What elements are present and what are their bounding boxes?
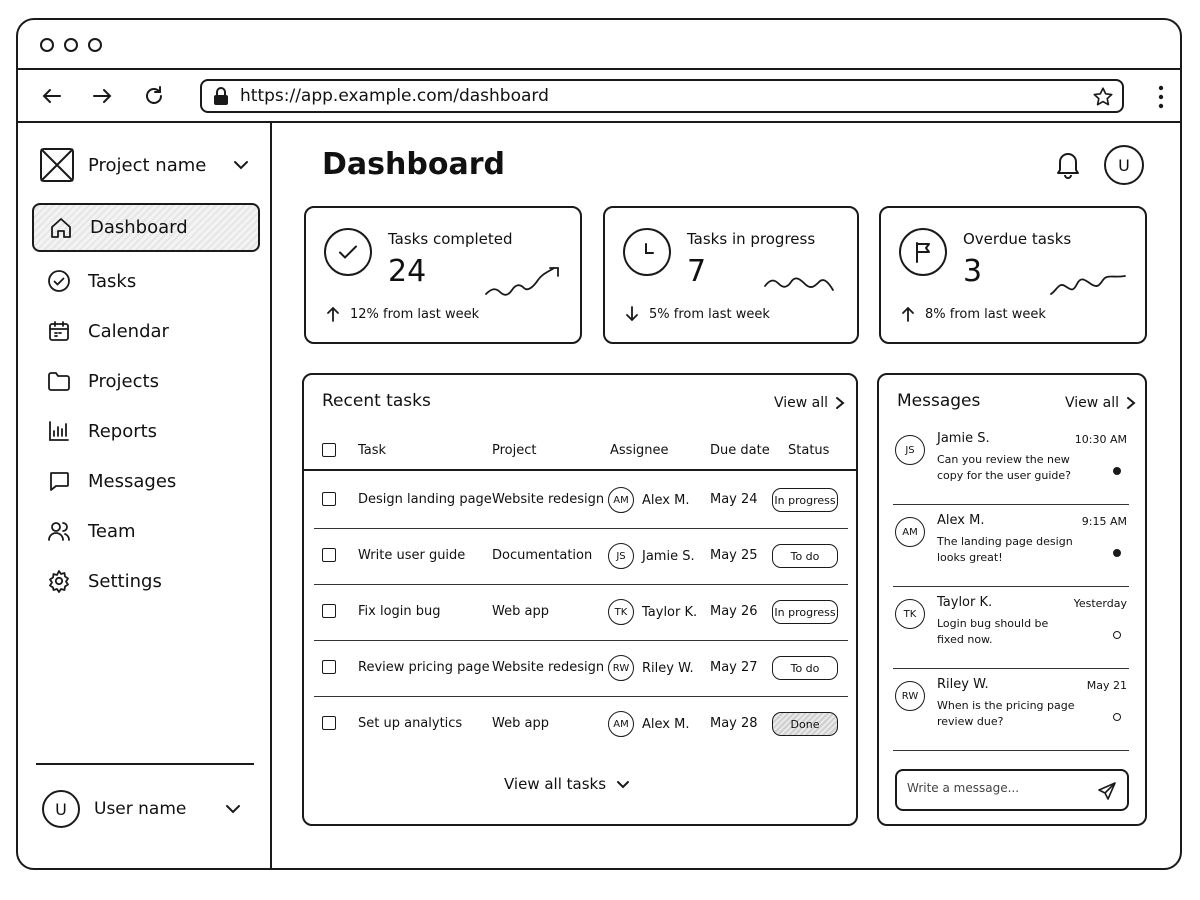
message-sender: Alex M. (937, 513, 985, 528)
message-compose (895, 769, 1129, 811)
sparkline-icon (484, 264, 564, 300)
title-bar (18, 20, 1180, 70)
messages-view-all-link[interactable] (1065, 395, 1137, 411)
url-text[interactable]: https://app.example.com/dashboard (240, 86, 549, 106)
sidebar-item-label: Calendar (88, 320, 169, 342)
sidebar (18, 123, 272, 870)
recent-tasks-title: Recent tasks (322, 391, 431, 411)
read-dot-icon (1113, 631, 1121, 639)
reload-icon (142, 84, 166, 108)
chevron-right-icon (1125, 396, 1137, 410)
stat-trend (625, 306, 770, 322)
message-preview: Login bug should be fixed now. (937, 617, 1049, 646)
stat-card-tasks-completed (304, 206, 582, 344)
message-sender: Jamie S. (937, 431, 990, 446)
status-badge: To do (772, 544, 838, 568)
clock-icon (623, 228, 671, 276)
arrow-up-icon (901, 306, 915, 322)
message-sender: Taylor K. (937, 595, 993, 610)
stat-trend-text: 8% from last week (925, 306, 1046, 322)
arrow-down-icon (625, 306, 639, 322)
stat-label: Overdue tasks (963, 230, 1072, 248)
table-row[interactable] (314, 529, 848, 585)
avatar: U (42, 790, 80, 828)
message-time: 10:30 AM (1074, 433, 1127, 446)
sidebar-item-label: Settings (88, 570, 162, 592)
task-project: Web app (492, 604, 549, 619)
home-icon (48, 215, 74, 241)
stat-value: 24 (388, 254, 427, 289)
row-checkbox[interactable] (322, 492, 336, 506)
message-input[interactable] (907, 781, 1087, 795)
sidebar-item-messages[interactable] (32, 456, 260, 506)
user-menu[interactable] (42, 789, 242, 829)
message-preview: The landing page design looks great! (937, 535, 1073, 564)
row-checkbox[interactable] (322, 604, 336, 618)
task-due-date: May 28 (710, 716, 758, 731)
messages-title: Messages (897, 391, 981, 411)
task-assignee (608, 599, 697, 625)
task-name: Review pricing page (358, 660, 490, 675)
avatar: AM (608, 487, 634, 513)
project-logo-icon (40, 148, 74, 182)
chevron-right-icon (834, 396, 846, 410)
task-assignee (608, 487, 689, 513)
more-vertical-icon[interactable] (1156, 84, 1166, 110)
sidebar-nav (32, 203, 260, 606)
sidebar-item-dashboard[interactable] (32, 203, 260, 252)
recent-tasks-view-all-link[interactable] (774, 395, 846, 411)
back-button[interactable] (38, 82, 66, 110)
task-assignee (608, 543, 695, 569)
folder-icon (46, 368, 72, 394)
message-sender: Riley W. (937, 677, 989, 692)
sidebar-item-tasks[interactable] (32, 256, 260, 306)
message-preview: Can you review the new copy for the user guide? (937, 453, 1072, 482)
arrow-up-icon (326, 306, 340, 322)
row-checkbox[interactable] (322, 660, 336, 674)
status-badge: In progress (772, 488, 838, 512)
table-row[interactable] (314, 641, 848, 697)
assignee-name: Riley W. (642, 660, 694, 676)
window-maximize-dot[interactable] (88, 38, 102, 52)
view-all-tasks-label: View all tasks (504, 775, 607, 793)
task-project: Web app (492, 716, 549, 731)
task-due-date: May 26 (710, 604, 758, 619)
avatar: TK (608, 599, 634, 625)
arrow-left-icon (40, 84, 64, 108)
recent-tasks-panel (302, 373, 858, 826)
stat-label: Tasks completed (388, 230, 513, 248)
status-badge: Done (772, 712, 838, 736)
forward-button[interactable] (88, 82, 116, 110)
sidebar-item-projects[interactable] (32, 356, 260, 406)
task-assignee (608, 711, 689, 737)
column-header-task[interactable]: Task (358, 443, 387, 458)
column-header-assignee[interactable]: Assignee (610, 443, 669, 458)
stat-trend (326, 306, 479, 322)
unread-dot-icon (1113, 467, 1121, 475)
sidebar-item-label: Tasks (88, 270, 137, 292)
sparkline-icon (1049, 264, 1129, 300)
avatar: AM (895, 517, 925, 547)
check-circle-icon (324, 228, 372, 276)
table-row[interactable] (314, 697, 848, 753)
address-bar (18, 70, 1180, 123)
stat-trend-text: 5% from last week (649, 306, 770, 322)
select-all-checkbox[interactable] (322, 443, 336, 457)
chevron-down-icon (616, 777, 630, 791)
column-header-due-date[interactable]: Due date (710, 443, 770, 458)
stat-label: Tasks in progress (687, 230, 816, 248)
sidebar-item-label: Reports (88, 420, 158, 442)
row-checkbox[interactable] (322, 548, 336, 562)
message-item[interactable] (893, 669, 1129, 751)
users-icon (46, 518, 72, 544)
stat-trend-text: 12% from last week (350, 306, 480, 322)
url-field[interactable] (200, 79, 1124, 113)
calendar-icon (46, 318, 72, 344)
avatar[interactable]: U (1104, 145, 1144, 185)
task-due-date: May 25 (710, 548, 758, 563)
task-project: Documentation (492, 548, 593, 563)
bell-icon[interactable] (1054, 149, 1082, 179)
page-title: Dashboard (322, 147, 505, 182)
check-circle-icon (46, 268, 72, 294)
sidebar-item-reports[interactable] (32, 406, 260, 456)
window-close-dot[interactable] (40, 38, 54, 52)
assignee-name: Jamie S. (642, 548, 695, 564)
stat-value: 3 (963, 254, 983, 289)
stat-card-overdue-tasks (879, 206, 1147, 344)
column-header-status[interactable]: Status (788, 443, 830, 458)
message-preview: When is the pricing page review due? (937, 699, 1075, 728)
assignee-name: Alex M. (642, 716, 690, 732)
message-item[interactable] (893, 505, 1129, 587)
read-dot-icon (1113, 713, 1121, 721)
bar-chart-icon (46, 418, 72, 444)
avatar: AM (608, 711, 634, 737)
stat-value: 7 (687, 254, 707, 289)
row-checkbox[interactable] (322, 716, 336, 730)
avatar: TK (895, 599, 925, 629)
project-name: Project name (88, 154, 207, 176)
chevron-down-icon (224, 800, 242, 818)
status-badge: To do (772, 656, 838, 680)
message-item[interactable] (893, 423, 1129, 505)
message-item[interactable] (893, 587, 1129, 669)
view-all-tasks-button[interactable] (504, 775, 630, 793)
message-time: May 21 (1086, 679, 1127, 692)
stat-trend (901, 306, 1046, 322)
sidebar-item-settings[interactable] (32, 556, 260, 606)
browser-window (16, 18, 1182, 870)
status-badge: In progress (772, 600, 838, 624)
task-name: Design landing page (358, 492, 492, 507)
task-project: Website redesign (492, 660, 605, 675)
reload-button[interactable] (140, 82, 168, 110)
avatar: RW (895, 681, 925, 711)
flag-icon (899, 228, 947, 276)
table-header (304, 431, 856, 471)
sidebar-item-team[interactable] (32, 506, 260, 556)
table-row[interactable] (314, 473, 848, 529)
chat-icon (46, 468, 72, 494)
assignee-name: Taylor K. (642, 604, 698, 620)
task-due-date: May 27 (710, 660, 758, 675)
user-name: User name (94, 799, 187, 819)
sidebar-item-label: Team (88, 520, 136, 542)
task-project: Website redesign (492, 492, 605, 507)
window-minimize-dot[interactable] (64, 38, 78, 52)
assignee-name: Alex M. (642, 492, 690, 508)
avatar: JS (895, 435, 925, 465)
view-all-label: View all (1065, 395, 1120, 411)
task-name: Write user guide (358, 548, 466, 563)
gear-icon (46, 568, 72, 594)
task-assignee (608, 655, 694, 681)
chevron-down-icon (232, 156, 250, 174)
sidebar-item-label: Dashboard (90, 217, 188, 238)
sidebar-item-label: Messages (88, 470, 177, 492)
message-time: 9:15 AM (1081, 515, 1127, 528)
stat-card-tasks-in-progress (603, 206, 859, 344)
message-time: Yesterday (1073, 597, 1127, 610)
task-name: Fix login bug (358, 604, 441, 619)
send-icon[interactable] (1097, 781, 1117, 801)
arrow-right-icon (90, 84, 114, 108)
task-due-date: May 24 (710, 492, 758, 507)
sidebar-divider (36, 763, 254, 765)
sidebar-item-calendar[interactable] (32, 306, 260, 356)
sidebar-item-label: Projects (88, 370, 159, 392)
avatar: JS (608, 543, 634, 569)
column-header-project[interactable]: Project (492, 443, 537, 458)
avatar: RW (608, 655, 634, 681)
lock-icon (212, 86, 230, 106)
sparkline-icon (761, 264, 841, 300)
messages-panel (877, 373, 1147, 826)
table-row[interactable] (314, 585, 848, 641)
view-all-label: View all (774, 395, 829, 411)
star-icon[interactable] (1092, 86, 1114, 108)
main-content (274, 123, 1182, 870)
task-name: Set up analytics (358, 716, 463, 731)
unread-dot-icon (1113, 549, 1121, 557)
project-switcher[interactable] (40, 145, 250, 185)
